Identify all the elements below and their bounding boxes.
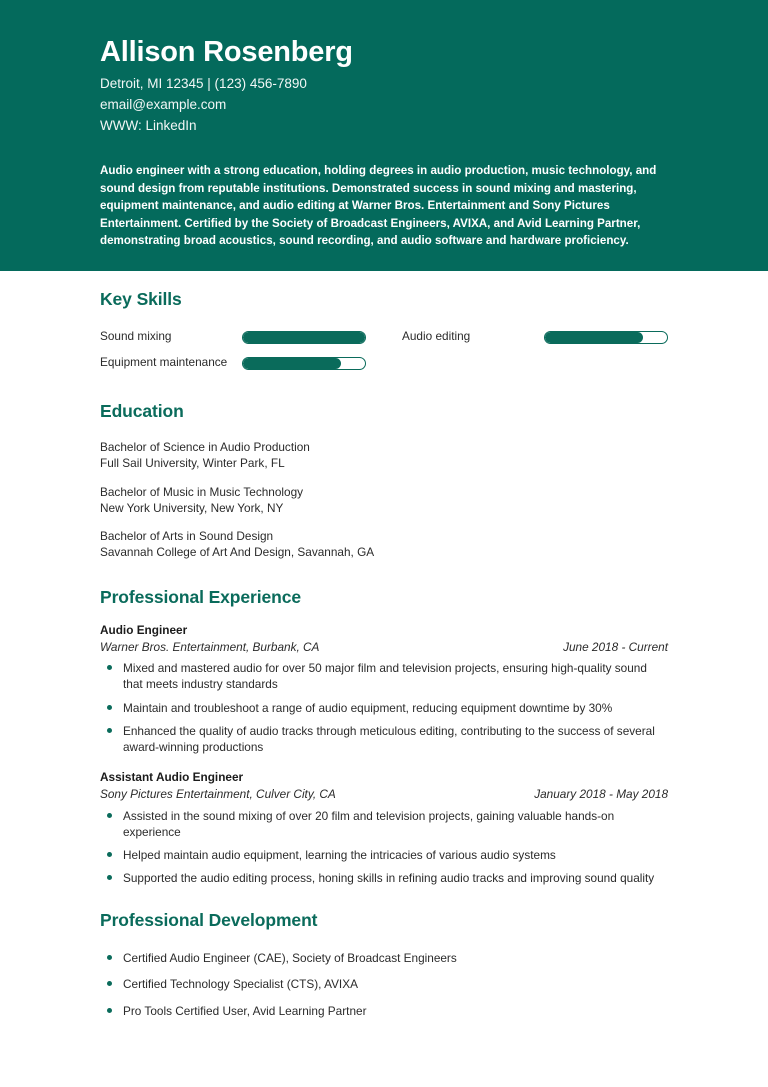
skill-level-fill [545,332,643,343]
job-dates: January 2018 - May 2018 [534,786,668,801]
job-title: Audio Engineer [100,622,188,637]
resume-header [0,0,768,271]
job-bullets [100,660,668,755]
experience-item [100,770,668,886]
skill-label: Sound mixing [100,329,172,343]
skill-level-bar [242,331,366,344]
job-bullets [100,808,668,887]
skill-level-bar [544,331,668,344]
contact-email: email@example.com [100,96,227,112]
education-item [100,439,668,472]
education-item [100,528,668,561]
section-key-skills [100,271,668,377]
job-bullet: Enhanced the quality of audio tracks through meticulous editing, contributing to the success of several award-winning productions [100,723,668,755]
job-company: Warner Bros. Entertainment, Burbank, CA [100,639,320,654]
job-dates: June 2018 - Current [563,639,668,654]
skill-row [100,329,366,351]
skill-row [100,355,366,377]
job-company: Sony Pictures Entertainment, Culver City, CA [100,786,336,801]
section-professional-development [100,886,668,1018]
education-school: Savannah College of Art And Design, Savannah, GA [100,545,375,560]
job-title: Assistant Audio Engineer [100,769,244,784]
skills-grid [100,329,668,377]
education-school: New York University, New York, NY [100,500,284,515]
job-bullet: Supported the audio editing process, honing skills in refining audio tracks and improving sound quality [100,870,668,886]
education-degree: Bachelor of Science in Audio Production [100,440,310,454]
section-title-professional-development: Professional Development [100,910,318,931]
job-bullet: Mixed and mastered audio for over 50 major film and television projects, ensuring high-quality sound that meets industry standards [100,660,668,692]
professional-summary: Audio engineer with a strong education, holding degrees in audio production, music technology, and sound design from reputable institutions. Demonstrated success in sound mixing and mastering, equipment maintenance, and audio editing at Warner Bros. Entertainment and Sony Pictures Entertainment. Certified by the Society of Broadcast Engineers, AVIXA, and Avid Learning Partner, demonstrating broad acoustics, sound recording, and audio software and hardware proficiency. [100,164,657,248]
job-bullet: Maintain and troubleshoot a range of audio equipment, reducing equipment downtime by 30% [100,700,668,716]
job-bullet: Helped maintain audio equipment, learning the intricacies of various audio systems [100,847,668,863]
experience-item [100,623,668,755]
page-title: Allison Rosenberg [100,36,353,68]
section-education [100,377,668,561]
section-professional-experience [100,573,668,887]
education-degree: Bachelor of Arts in Sound Design [100,529,274,544]
skill-label: Audio editing [402,329,471,343]
contact-location-phone: Detroit, MI 12345 | (123) 456-7890 [100,76,307,92]
skill-level-fill [243,332,365,343]
skill-level-bar [242,357,366,370]
section-title-education: Education [100,401,184,421]
development-item: Certified Audio Engineer (CAE), Society of Broadcast Engineers [100,950,668,966]
resume-body [0,271,768,1019]
skill-label: Equipment maintenance [100,355,228,369]
education-list [100,439,668,561]
education-school: Full Sail University, Winter Park, FL [100,456,285,471]
section-title-professional-experience: Professional Experience [100,586,301,607]
development-item: Pro Tools Certified User, Avid Learning Partner [100,1003,668,1019]
education-degree: Bachelor of Music in Music Technology [100,484,304,499]
development-item: Certified Technology Specialist (CTS), AVIXA [100,976,668,992]
section-title-key-skills: Key Skills [100,289,182,309]
job-bullet: Assisted in the sound mixing of over 20 film and television projects, gaining valuable hands-on experience [100,808,668,840]
skill-level-fill [243,358,341,369]
skill-row [402,329,668,351]
education-item [100,484,668,517]
job-meta [100,639,668,657]
contact-website: WWW: LinkedIn [100,117,197,133]
development-list [100,950,668,1018]
job-meta [100,786,668,804]
